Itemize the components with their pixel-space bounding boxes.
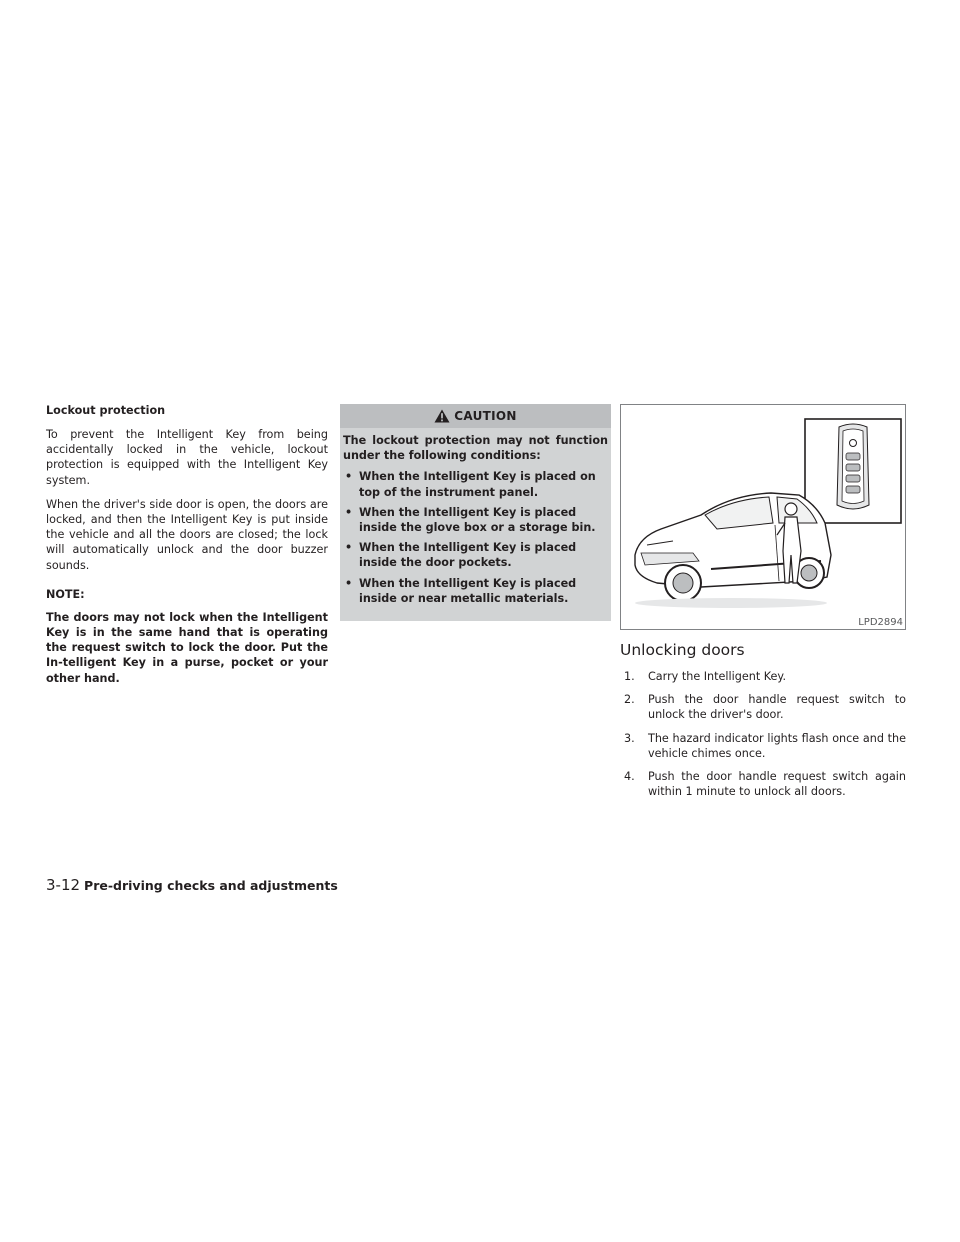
caution-title: CAUTION — [454, 409, 517, 423]
unlock-steps-list — [620, 669, 906, 799]
caution-intro: The lockout protection may not function under the following conditions: — [343, 434, 608, 463]
column-middle — [340, 404, 611, 621]
bullet-mark: • — [345, 470, 353, 484]
chapter-title: Pre-driving checks and adjustments — [84, 878, 338, 893]
note-text: The doors may not lock when the Intelligent Key is in the same hand that is operating the request switch to lock the door. Put the In-telligent Key in a purse, pocket or your other hand. — [46, 610, 328, 685]
list-item: 4. Push the door handle request switch again within 1 minute to unlock all doors. — [624, 770, 906, 799]
list-item: • When the Intelligent Key is placed inside the glove box or a storage bin. — [345, 505, 596, 535]
note-label: NOTE: — [46, 587, 85, 601]
car-unlock-illustration — [621, 405, 905, 629]
list-item: • When the Intelligent Key is placed inside the door pockets. — [345, 541, 577, 570]
bullet-mark: • — [345, 541, 353, 555]
page-number: 3-12 — [46, 876, 81, 894]
paragraph-behavior: When the driver's side door is open, the doors are locked, and then the Intelligent Key is put inside the vehicle and all the doors are closed; the lock will automatically unlock and the door buzzer sounds. — [46, 497, 328, 572]
column-left — [46, 404, 328, 686]
column-right — [620, 404, 906, 807]
bullet-mark: • — [345, 576, 353, 590]
list-item: • When the Intelligent Key is placed inside or near metallic materials. — [345, 576, 577, 605]
caution-list — [343, 469, 608, 606]
page-footer — [46, 876, 338, 894]
lockout-protection-heading: Lockout protection — [46, 404, 166, 417]
caution-body — [340, 428, 611, 606]
list-item: 3. The hazard indicator lights flash once and the vehicle chimes once. — [624, 731, 906, 760]
paragraph-intro: To prevent the Intelligent Key from being accidentally locked in the vehicle, lockout protection is equipped with the Intelligent Key system. — [46, 428, 328, 487]
caution-box — [340, 404, 611, 621]
illustration-figure — [620, 404, 906, 630]
warning-triangle-icon — [434, 409, 450, 423]
unlocking-doors-heading: Unlocking doors — [620, 641, 745, 659]
list-item: 1. Carry the Intelligent Key. — [624, 670, 787, 683]
list-item: 2. Push the door handle request switch to unlock the driver's door. — [624, 693, 906, 722]
figure-code: LPD2894 — [858, 617, 903, 628]
list-item: • When the Intelligent Key is placed on top of the instrument panel. — [345, 470, 596, 499]
bullet-mark: • — [345, 505, 353, 519]
caution-header — [340, 404, 611, 428]
